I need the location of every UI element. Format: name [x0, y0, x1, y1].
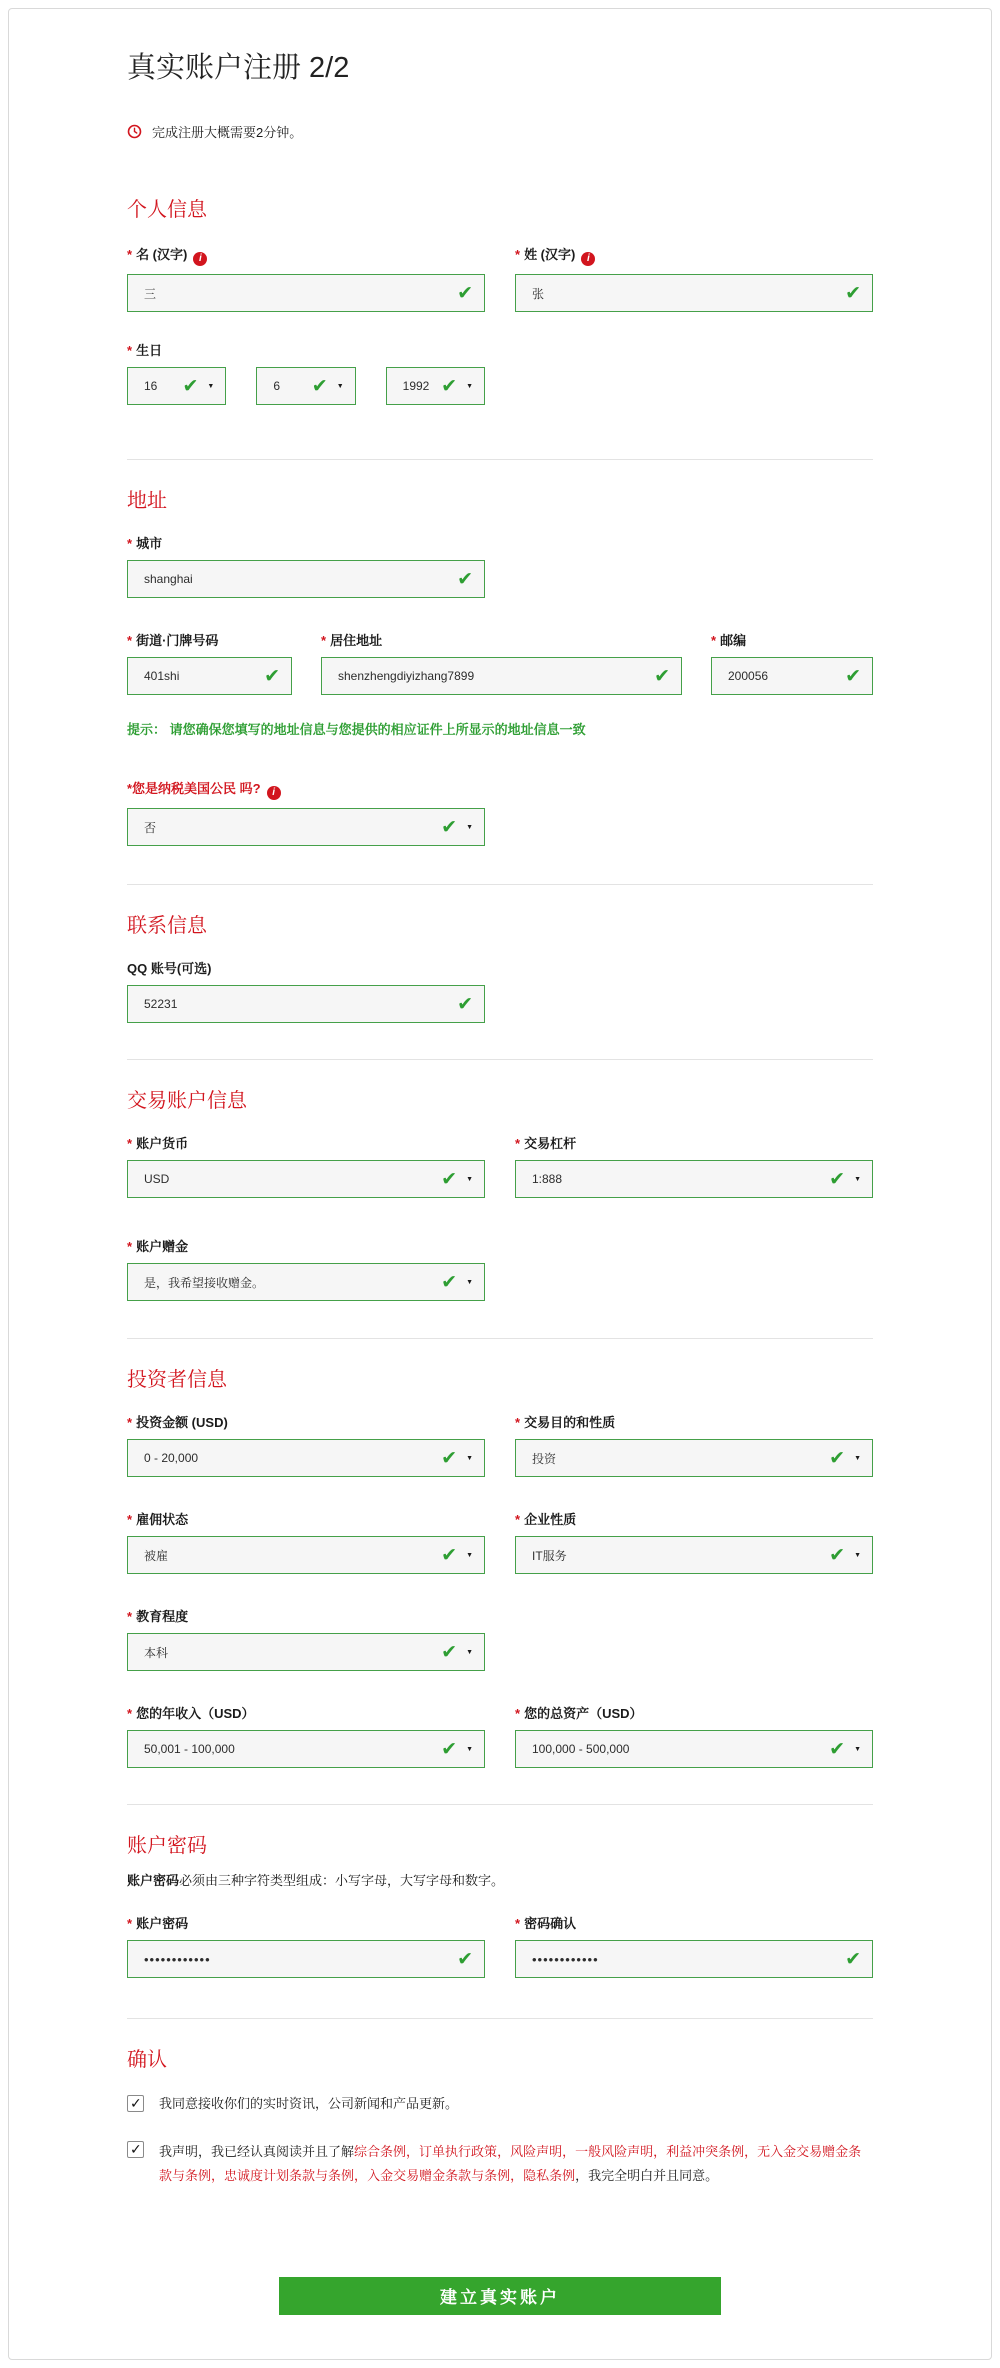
us-citizen-select[interactable]: [127, 808, 485, 846]
valid-check-icon: [654, 665, 670, 688]
qq-row: [127, 977, 873, 1023]
address-hint: 提示： 请您确保您填写的地址信息与您提供的相应证件上所显示的地址信息一致: [127, 722, 586, 737]
required-marker: *: [127, 1706, 133, 1721]
valid-check-icon: [441, 816, 457, 839]
required-marker: *: [515, 1136, 521, 1151]
birthday-day-select[interactable]: [127, 367, 226, 405]
dropdown-caret-icon: [466, 1643, 473, 1661]
required-marker: *: [127, 633, 133, 648]
residence-value: shenzhengdiyizhang7899: [338, 669, 475, 683]
section-heading-address: 地址: [127, 490, 167, 512]
link-conflict-of-interest[interactable]: 利益冲突条例: [666, 2143, 745, 2159]
education-select[interactable]: [127, 1633, 485, 1671]
dropdown-caret-icon: [854, 1546, 861, 1564]
investor-label-row-2: [127, 1509, 873, 1528]
required-marker: *: [127, 536, 133, 551]
section-divider: [127, 459, 873, 460]
required-marker: *: [515, 1415, 521, 1430]
form-content: [127, 9, 873, 2315]
leverage-label: * 交易杠杆: [515, 1136, 577, 1151]
income-label: * 您的年收入（USD）: [127, 1706, 255, 1721]
required-marker: *: [127, 343, 133, 358]
net-worth-select[interactable]: [515, 1730, 873, 1768]
password-confirm-input[interactable]: [515, 1940, 873, 1978]
bonus-label: * 账户赠金: [127, 1239, 189, 1254]
industry-value: IT服务: [532, 1548, 567, 1563]
us-citizen-label: *您是纳税美国公民 吗?i: [127, 778, 873, 800]
required-marker: *: [127, 1609, 133, 1624]
link-no-deposit-bonus-terms[interactable]: 无入金交易赠金条款与条例: [159, 2143, 862, 2184]
link-general-risk-disclosure[interactable]: 一般风险声明: [575, 2143, 654, 2159]
section-divider: [127, 1059, 873, 1060]
password-value: ••••••••••••: [144, 1951, 211, 1967]
birthday-label: * 生日: [127, 343, 163, 358]
valid-check-icon: [441, 1641, 457, 1664]
section-divider: [127, 884, 873, 885]
city-label: * 城市: [127, 536, 163, 551]
valid-check-icon: [457, 993, 473, 1016]
currency-value: USD: [144, 1172, 170, 1186]
income-value: 50,001 - 100,000: [144, 1742, 235, 1756]
investor-label-row-1: [127, 1412, 873, 1431]
valid-check-icon: [829, 1447, 845, 1470]
valid-check-icon: [182, 375, 198, 398]
dropdown-caret-icon: [337, 377, 344, 395]
investor-select-row-3: [127, 1722, 873, 1768]
dropdown-caret-icon: [466, 377, 473, 395]
amount-value: 0 - 20,000: [144, 1451, 199, 1465]
dropdown-caret-icon: [207, 377, 214, 395]
link-loyalty-program-terms[interactable]: 忠诚度计划条款与条例: [224, 2168, 355, 2184]
bonus-row: [127, 1255, 873, 1301]
zip-label: * 邮编: [711, 633, 747, 648]
valid-check-icon: [312, 375, 328, 398]
valid-check-icon: [441, 1738, 457, 1761]
us-citizen-row: [127, 800, 873, 846]
industry-label: * 企业性质: [515, 1512, 577, 1527]
registration-card: [8, 8, 992, 2360]
required-marker: *: [321, 633, 327, 648]
leverage-select[interactable]: [515, 1160, 873, 1198]
info-icon[interactable]: [193, 252, 207, 266]
employment-value: 被雇: [144, 1548, 169, 1563]
password-input[interactable]: [127, 1940, 485, 1978]
password-rule-note: 账户密码必须由三种字符类型组成：小写字母，大写字母和数字。: [127, 1873, 505, 1888]
valid-check-icon: [457, 1948, 473, 1971]
link-general-terms[interactable]: 综合条例: [354, 2143, 407, 2159]
residence-input[interactable]: [321, 657, 682, 695]
city-input[interactable]: [127, 560, 485, 598]
declaration-checkbox[interactable]: [127, 2141, 144, 2158]
spacer: [515, 800, 873, 846]
valid-check-icon: [845, 282, 861, 305]
trading-label-row: [127, 1133, 873, 1152]
section-heading-investor: 投资者信息: [127, 1369, 227, 1391]
currency-select[interactable]: [127, 1160, 485, 1198]
currency-label: * 账户货币: [127, 1136, 189, 1151]
newsletter-text: 我同意接收你们的实时资讯，公司新闻和产品更新。: [159, 2096, 459, 2111]
birthday-year-select[interactable]: [386, 367, 485, 405]
birthday-month-select[interactable]: [256, 367, 355, 405]
valid-check-icon: [441, 1544, 457, 1567]
clock-icon: [127, 124, 142, 139]
dropdown-caret-icon: [466, 1449, 473, 1467]
net-worth-value: 100,000 - 500,000: [532, 1742, 630, 1756]
education-row: [127, 1625, 873, 1671]
create-real-account-button[interactable]: 建立真实账户: [279, 2277, 721, 2315]
valid-check-icon: [264, 665, 280, 688]
valid-check-icon: [441, 1447, 457, 1470]
investor-label-row-3: [127, 1703, 873, 1722]
dropdown-caret-icon: [854, 1740, 861, 1758]
page-title: 真实账户注册 2/2: [127, 52, 350, 84]
name-label-row: [127, 244, 873, 266]
dropdown-caret-icon: [854, 1449, 861, 1467]
street-label-row: [127, 630, 873, 649]
birthday-row: [127, 359, 485, 405]
dropdown-caret-icon: [466, 1740, 473, 1758]
dropdown-caret-icon: [466, 1273, 473, 1291]
section-heading-personal: 个人信息: [127, 199, 207, 221]
investor-select-row-2: [127, 1528, 873, 1574]
employment-select[interactable]: [127, 1536, 485, 1574]
valid-check-icon: [829, 1168, 845, 1191]
valid-check-icon: [441, 375, 457, 398]
required-marker: *: [127, 1239, 133, 1254]
zip-value: 200056: [728, 669, 769, 683]
name-input-row: [127, 266, 873, 312]
link-privacy-policy[interactable]: 隐私条例: [523, 2168, 576, 2184]
valid-check-icon: [457, 568, 473, 591]
qq-input[interactable]: [127, 985, 485, 1023]
section-heading-password: 账户密码: [127, 1835, 207, 1857]
spacer: [515, 1625, 873, 1671]
purpose-value: 投资: [532, 1451, 557, 1466]
dropdown-caret-icon: [854, 1170, 861, 1188]
required-marker: *: [127, 1136, 133, 1151]
section-heading-contact: 联系信息: [127, 915, 207, 937]
spacer: [515, 1255, 873, 1301]
industry-select[interactable]: [515, 1536, 873, 1574]
street-input-row: [127, 649, 873, 695]
section-divider: [127, 1338, 873, 1339]
birthday-day-value: 16: [144, 379, 158, 393]
section-heading-trading: 交易账户信息: [127, 1090, 247, 1112]
last-name-value: 张: [532, 286, 545, 301]
amount-label: * 投资金额 (USD): [127, 1415, 228, 1430]
city-value: shanghai: [144, 572, 193, 586]
bonus-value: 是，我希望接收赠金。: [144, 1275, 265, 1290]
dropdown-caret-icon: [466, 1170, 473, 1188]
valid-check-icon: [457, 282, 473, 305]
employment-label: * 雇佣状态: [127, 1512, 189, 1527]
city-row: [127, 552, 873, 598]
dropdown-caret-icon: [466, 1546, 473, 1564]
spacer: [515, 552, 873, 598]
purpose-label: * 交易目的和性质: [515, 1415, 616, 1430]
declaration-row: [127, 2140, 873, 2189]
valid-check-icon: [829, 1544, 845, 1567]
dropdown-caret-icon: [466, 818, 473, 836]
link-order-execution-policy[interactable]: 订单执行政策: [419, 2143, 498, 2159]
income-select[interactable]: [127, 1730, 485, 1768]
valid-check-icon: [441, 1271, 457, 1294]
required-marker: *: [515, 247, 521, 262]
required-marker: *: [127, 247, 133, 262]
info-icon[interactable]: [267, 786, 281, 800]
first-name-value: 三: [144, 286, 157, 301]
first-name-input[interactable]: [127, 274, 485, 312]
section-divider: [127, 2018, 873, 2019]
password-label-row: [127, 1913, 873, 1932]
last-name-label: * 姓 (汉字)i: [515, 244, 873, 266]
required-marker: *: [127, 1415, 133, 1430]
residence-label: * 居住地址: [321, 633, 383, 648]
section-heading-confirm: 确认: [127, 2049, 167, 2071]
required-marker: *: [711, 633, 717, 648]
net-worth-label: * 您的总资产（USD）: [515, 1706, 643, 1721]
info-icon[interactable]: [581, 252, 595, 266]
password-input-row: [127, 1932, 873, 1978]
investor-select-row-1: [127, 1431, 873, 1477]
last-name-input[interactable]: [515, 274, 873, 312]
newsletter-row: [127, 2094, 873, 2114]
spacer: [515, 977, 873, 1023]
birthday-month-value: 6: [273, 379, 281, 393]
street-label: * 街道·门牌号码: [127, 633, 219, 648]
duration-note: [127, 122, 873, 141]
us-citizen-value: 否: [144, 820, 157, 835]
password-label: * 账户密码: [127, 1916, 189, 1931]
valid-check-icon: [845, 1948, 861, 1971]
street-value: 401shi: [144, 669, 180, 683]
password-confirm-value: ••••••••••••: [532, 1951, 599, 1967]
required-marker: *: [515, 1916, 521, 1931]
required-marker: *: [515, 1706, 521, 1721]
street-input[interactable]: [127, 657, 292, 695]
declaration-text: 我声明，我已经认真阅读并且了解综合条例，订单执行政策，风险声明，一般风险声明，利益冲突条例，无入金交易赠金条款与条例，忠诚度计划条款与条例，入金交易赠金条款与条例，隐私条例，我完全明白并且同意。: [159, 2143, 862, 2184]
newsletter-checkbox[interactable]: [127, 2095, 144, 2112]
duration-note-text: 完成注册大概需要2分钟。: [152, 125, 303, 140]
education-value: 本科: [144, 1645, 169, 1660]
first-name-label: * 名 (汉字) i: [127, 244, 485, 266]
birthday-year-value: 1992: [402, 379, 430, 393]
password-confirm-label: * 密码确认: [515, 1916, 577, 1931]
purpose-select[interactable]: [515, 1439, 873, 1477]
amount-select[interactable]: [127, 1439, 485, 1477]
qq-label: QQ 账号(可选): [127, 961, 212, 976]
link-deposit-bonus-terms[interactable]: 入金交易赠金条款与条例: [367, 2168, 511, 2184]
valid-check-icon: [845, 665, 861, 688]
valid-check-icon: [829, 1738, 845, 1761]
required-marker: *: [127, 1916, 133, 1931]
required-marker: *: [127, 1512, 133, 1527]
link-risk-disclosure[interactable]: 风险声明: [510, 2143, 563, 2159]
required-marker: *: [515, 1512, 521, 1527]
zip-input[interactable]: [711, 657, 873, 695]
trading-select-row: [127, 1152, 873, 1198]
leverage-value: 1:888: [532, 1172, 563, 1186]
valid-check-icon: [441, 1168, 457, 1191]
section-divider: [127, 1804, 873, 1805]
education-label: * 教育程度: [127, 1609, 189, 1624]
qq-value: 52231: [144, 997, 178, 1011]
bonus-select[interactable]: [127, 1263, 485, 1301]
